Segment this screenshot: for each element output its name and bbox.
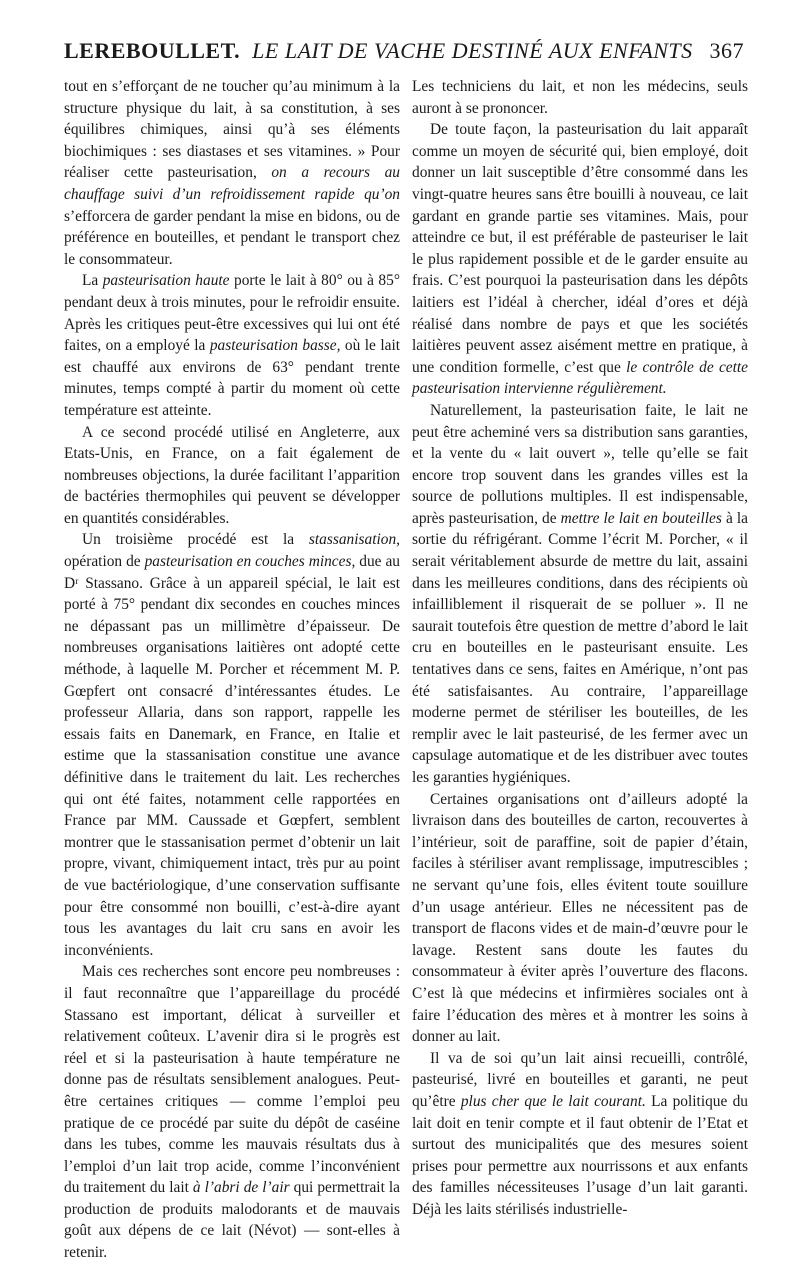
text-run: à la sortie du réfrigérant. Comme l’écrit M. Porcher, « il serait véritablement absurde de mettre du lait, assaini dans les meilleures conditions, dans des récipients où infailliblement il risquerait de se polluer ». Il ne saurait toutefois être question de mettre d’abord le lait cru en bouteilles en le pasteurisant ensuite. Les tentatives dans ce sens, faites en Amérique, n’ont pas été satisfaisantes. Au contraire, l’appareillage moderne permet de stériliser les bouteilles, de les remplir avec le lait pasteurisé, de les fermer avec un capsulage automatique et de les distribuer avec toutes les garanties hygiéniques. [412, 509, 748, 786]
text-run: où le lait est chauffé aux environs de 63° pendant trente minutes, temps compté à partir du moment où cette température est atteinte. [64, 337, 400, 419]
text-run: s’efforcera de garder pendant la mise en bidons, ou de préférence en bouteilles, et pendant le transport chez le consommateur. [64, 207, 400, 268]
paragraph [412, 400, 748, 789]
paragraph [64, 76, 400, 270]
italic-run: pasteurisation haute [102, 272, 230, 290]
text-run: De toute façon, la pasteurisation du lait apparaît comme un moyen de sécurité qui, bien employé, doit donner un lait susceptible d’être consommé dans les vingt-quatre heures sans être bouilli à nouveau, ce lait gardant en grande partie ses vitamines. Mais, pour atteindre ce but, il est préférable de pasteuriser le lait le plus rapidement possible et de le garder ensuite au frais. C’est pourquoi la pasteurisation dans les dépôts laitiers est l’idéal à chercher, idéal d’ores et déjà réalisé dans nombre de pays et que les sociétés laitières peuvent assez aisément mettre en pratique, à une condition formelle, c’est que [412, 121, 748, 376]
text-run: La [82, 272, 103, 290]
running-head-title: LE LAIT DE VACHE DESTINÉ AUX ENFANTS [252, 38, 693, 63]
paragraph [412, 789, 748, 1048]
running-head [64, 38, 744, 68]
italic-run: stassanisation, [308, 531, 400, 549]
italic-run: mettre le lait en bouteilles [560, 509, 722, 527]
page-number: 367 [709, 38, 744, 63]
text-run: porte le lait à 80° ou à 85° pendant deux à trois minutes, pour le refroidir ensuite. Après les critiques peut-être excessives qui lui ont été faites, on a employé la [64, 272, 400, 355]
text-run: Mais ces recherches sont encore peu nombreuses : il faut reconnaître que l’appareillage du procédé Stassano est important, délicat à surveiller et relativement coûteux. L’avenir dira si le progrès est réel et si la pasteurisation à haute température ne donne pas de résultats sensiblement analogues. Peut-être certaines critiques — comme l’emploi peu pratique de ce procédé par suite du dépôt de caséine dans les tubes, comme les mauvais résultats dus à l’emploi d’un lait trop acide, comme l’inconvénient du traitement du lait [64, 963, 400, 1197]
paragraph [64, 529, 400, 961]
right-column [412, 76, 748, 1220]
italic-run: le contrôle de cette pasteurisation intervienne régulièrement. [412, 358, 748, 398]
left-column [64, 76, 400, 1264]
paragraph [412, 1048, 748, 1221]
italic-run: on a recours au chauffage suivi d’un refroidissement rapide qu’on [64, 164, 400, 203]
text-run: Un troisième procédé est la [82, 531, 309, 549]
text-run: A ce second procédé utilisé en Angleterre, aux Etats-Unis, en France, on a fait également de nombreuses objections, la durée facilitant l’apparition de bactéries thermophiles qui peuvent se développer en quantités considérables. [64, 423, 400, 527]
italic-run: pasteurisation basse, [209, 337, 341, 355]
text-run: due au Dʳ Stassano. Grâce à un appareil spécial, le lait est porté à 75° pendant dix secondes en couches minces ne dépassant pas un millimètre d’épaisseur. De nombreuses organisations laitières ont adopté cette méthode, à laquelle M. Porcher et récemment M. P. Gœpfert ont consacré d’intéressantes études. Le professeur Allaria, dans son rapport, rappelle les essais faits en Danemark, en France, en Italie et estime que la stassanisation constitue une avance définitive dans le traitement du lait. Les recherches qui ont été faites, notamment celle rapportées en France par MM. Caussade et Gœpfert, semblent montrer que le stassanisation permet d’obtenir un lait propre, vivant, chimiquement intact, très pur au point de vue bactériologique, d’une conservation suffisante pour être consommé non bouilli, c’est-à-dire ayant tous les avantages du lait cru sans en avoir les inconvénients. [64, 553, 400, 959]
text-run: opération de [64, 553, 145, 571]
text-run: Les techniciens du lait, et non les médecins, seuls auront à se prononcer. [412, 78, 748, 117]
paragraph [64, 961, 400, 1263]
text-run: Il va de soi qu’un lait ainsi recueilli, contrôlé, pasteurisé, livré en bouteilles et garanti, ne peut qu’être [412, 1049, 748, 1110]
italic-run: plus cher que le lait courant. [460, 1092, 646, 1110]
paragraph [412, 76, 748, 119]
text-run: tout en s’efforçant de ne toucher qu’au minimum à la structure physique du lait, à sa constitution, à ses équilibres chimiques, ainsi qu’à ses éléments biochimiques : ses diastases et ses vitamines. » Pour réaliser cette pasteurisation, [64, 78, 400, 182]
paragraph [412, 119, 748, 400]
text-run: Naturellement, la pasteurisation faite, le lait ne peut être acheminé vers sa distribution sans garanties, et la vente du « lait ouvert », telle qu’elle se fait encore trop souvent dans les grandes villes est la source de pollutions multiples. Il est indispensable, après pasteurisation, de [412, 401, 748, 527]
text-run: La politique du lait doit en tenir compte et il faut obtenir de l’Etat et surtout des municipalités que des mesures soient prises pour permettre aux nourrissons et aux enfants des familles nécessiteuses l’usage d’un lait garanti. Déjà les laits stérilisés industrielle- [412, 1092, 748, 1218]
italic-run: pasteurisation en couches minces, [144, 553, 356, 571]
text-run: qui permettrait la production de produits malodorants et de mauvais goût aux dépens de ce lait (Névot) — sont-elles à retenir. [64, 1179, 400, 1262]
italic-run: à l’abri de l’air [192, 1179, 290, 1197]
paragraph [64, 270, 400, 421]
paragraph [64, 422, 400, 530]
text-run: Certaines organisations ont d’ailleurs adopté la livraison dans des bouteilles de carton, recouvertes à l’intérieur, soit de paraffine, soit de papier d’étain, faciles à stériliser avant remplissage, imputrescibles ; ne servant qu’une fois, elles évitent toute souillure d’un usage antérieur. Elles ne nécessitent pas de transport de flacons vides et de main-d’œuvre pour le lavage. Restent sans doute les fautes du consommateur à éviter après l’ouverture des flacons. C’est là que médecins et infirmières sociales ont à faire l’éducation des mères et à montrer les soins à donner au lait. [412, 790, 748, 1046]
running-head-author: LEREBOULLET. [64, 38, 241, 63]
